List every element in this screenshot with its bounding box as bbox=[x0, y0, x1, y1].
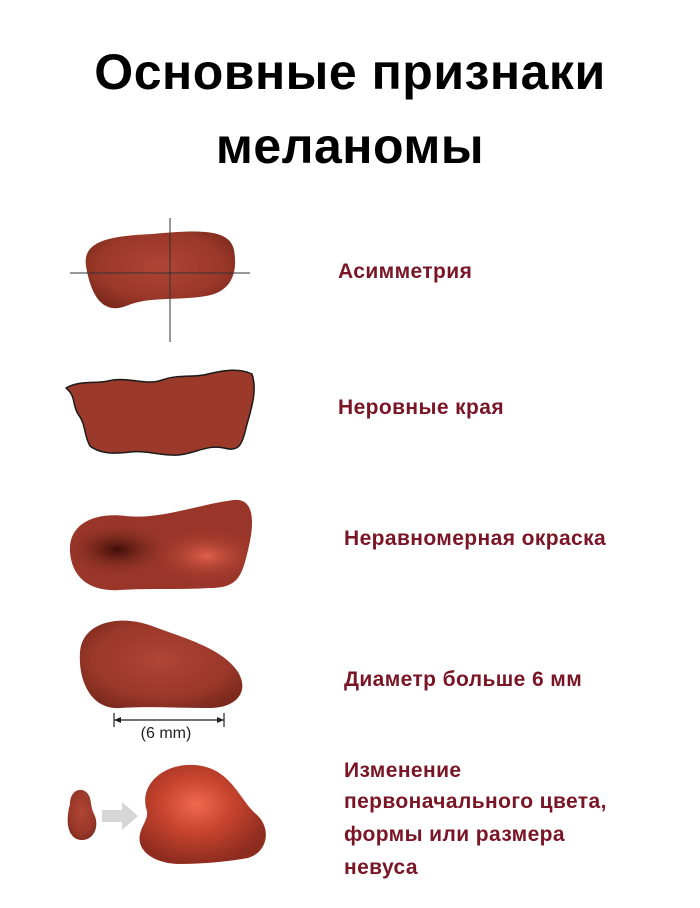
sign-label-uneven-color: Неравномерная окраска bbox=[344, 527, 607, 550]
sign-label-diameter: Диаметр больше 6 мм bbox=[344, 668, 583, 691]
diameter-mole-figure bbox=[80, 621, 243, 742]
page-title-line-1: Основные признаки bbox=[94, 44, 606, 100]
sign-label-evolution-line-3: формы или размера bbox=[344, 823, 565, 846]
diameter-mole-shape bbox=[80, 621, 243, 708]
evolution-figure bbox=[68, 765, 266, 864]
sign-label-evolution-line-4: невуса bbox=[344, 856, 418, 879]
sign-label-irregular-borders: Неровные края bbox=[338, 396, 505, 419]
enlarged-mole-shape bbox=[139, 765, 265, 864]
asymmetry-mole-figure bbox=[70, 218, 250, 342]
asymmetric-mole-shape bbox=[86, 231, 235, 308]
diameter-measure-label: (6 mm) bbox=[140, 725, 192, 742]
small-mole-shape bbox=[68, 790, 97, 840]
sign-label-evolution-line-1: Изменение bbox=[344, 759, 462, 782]
page-title-line-2: меланомы bbox=[215, 118, 485, 174]
uneven-color-mole bbox=[70, 500, 252, 590]
sign-label-asymmetry: Асимметрия bbox=[338, 260, 473, 283]
sign-label-evolution-line-2: первоначального цвета, bbox=[344, 790, 607, 813]
irregular-border-mole bbox=[66, 370, 254, 455]
growth-arrow-icon bbox=[102, 802, 138, 830]
